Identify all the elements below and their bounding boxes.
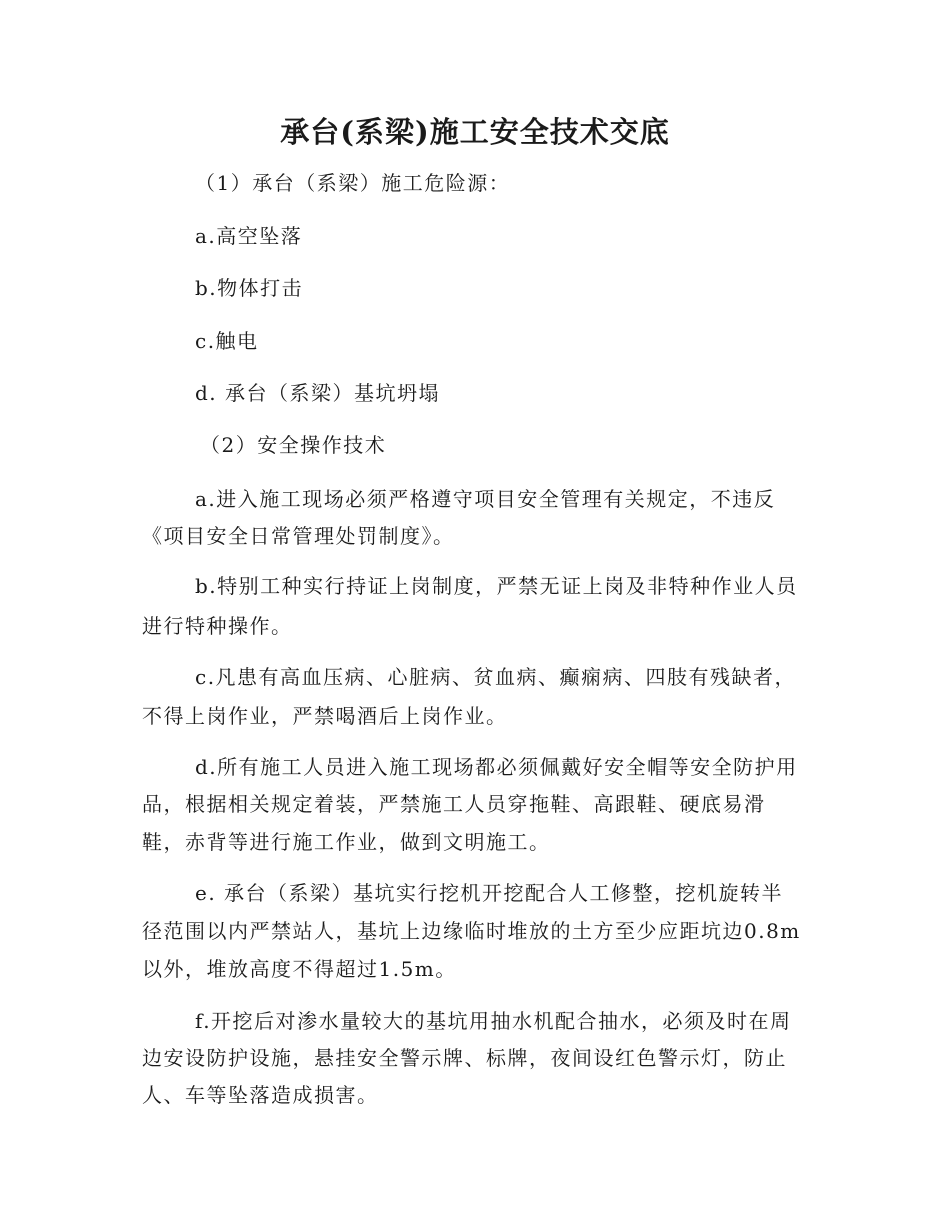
paragraph-e-line-3: 以外，堆放高度不得超过1.5m。	[142, 957, 457, 981]
document-title: 承台(系梁)施工安全技术交底	[280, 115, 670, 149]
paragraph-b-line-1: b.特别工种实行持证上岗制度，严禁无证上岗及非特种作业人员	[195, 574, 798, 598]
hazard-item-d: d. 承台（系梁）基坑坍塌	[195, 381, 441, 405]
paragraph-d-line-1: d.所有施工人员进入施工现场都必须佩戴好安全帽等安全防护用	[195, 755, 798, 779]
paragraph-d-line-3: 鞋，赤背等进行施工作业，做到文明施工。	[142, 830, 551, 854]
safety-section-heading: （2）安全操作技术	[200, 433, 387, 457]
paragraph-d-line-2: 品，根据相关规定着装，严禁施工人员穿拖鞋、高跟鞋、硬底易滑	[142, 792, 766, 816]
paragraph-e-line-1: e. 承台（系梁）基坑实行挖机开挖配合人工修整，挖机旋转半	[195, 881, 784, 905]
paragraph-e-line-2: 径范围以内严禁站人，基坑上边缘临时堆放的土方至少应距坑边0.8m	[142, 919, 801, 943]
hazard-item-a: a.高空坠落	[195, 224, 303, 248]
hazard-item-c: c.触电	[195, 329, 259, 353]
paragraph-a-line-1: a.进入施工现场必须严格遵守项目安全管理有关规定，不违反	[195, 487, 776, 511]
paragraph-f-line-1: f.开挖后对渗水量较大的基坑用抽水机配合抽水，必须及时在周	[195, 1009, 792, 1033]
hazard-section-heading: （1）承台（系梁）施工危险源：	[195, 171, 511, 195]
paragraph-a-line-2: 《项目安全日常管理处罚制度》。	[142, 524, 455, 548]
paragraph-c-line-2: 不得上岗作业，严禁喝酒后上岗作业。	[142, 704, 508, 728]
paragraph-b-line-2: 进行特种操作。	[142, 614, 293, 638]
paragraph-c-line-1: c.凡患有高血压病、心脏病、贫血病、癫痫病、四肢有残缺者，	[195, 665, 797, 689]
paragraph-f-line-2: 边安设防护设施，悬挂安全警示牌、标牌，夜间设红色警示灯，防止	[142, 1046, 787, 1070]
hazard-item-b: b.物体打击	[195, 276, 304, 300]
paragraph-f-line-3: 人、车等坠落造成损害。	[142, 1083, 379, 1107]
